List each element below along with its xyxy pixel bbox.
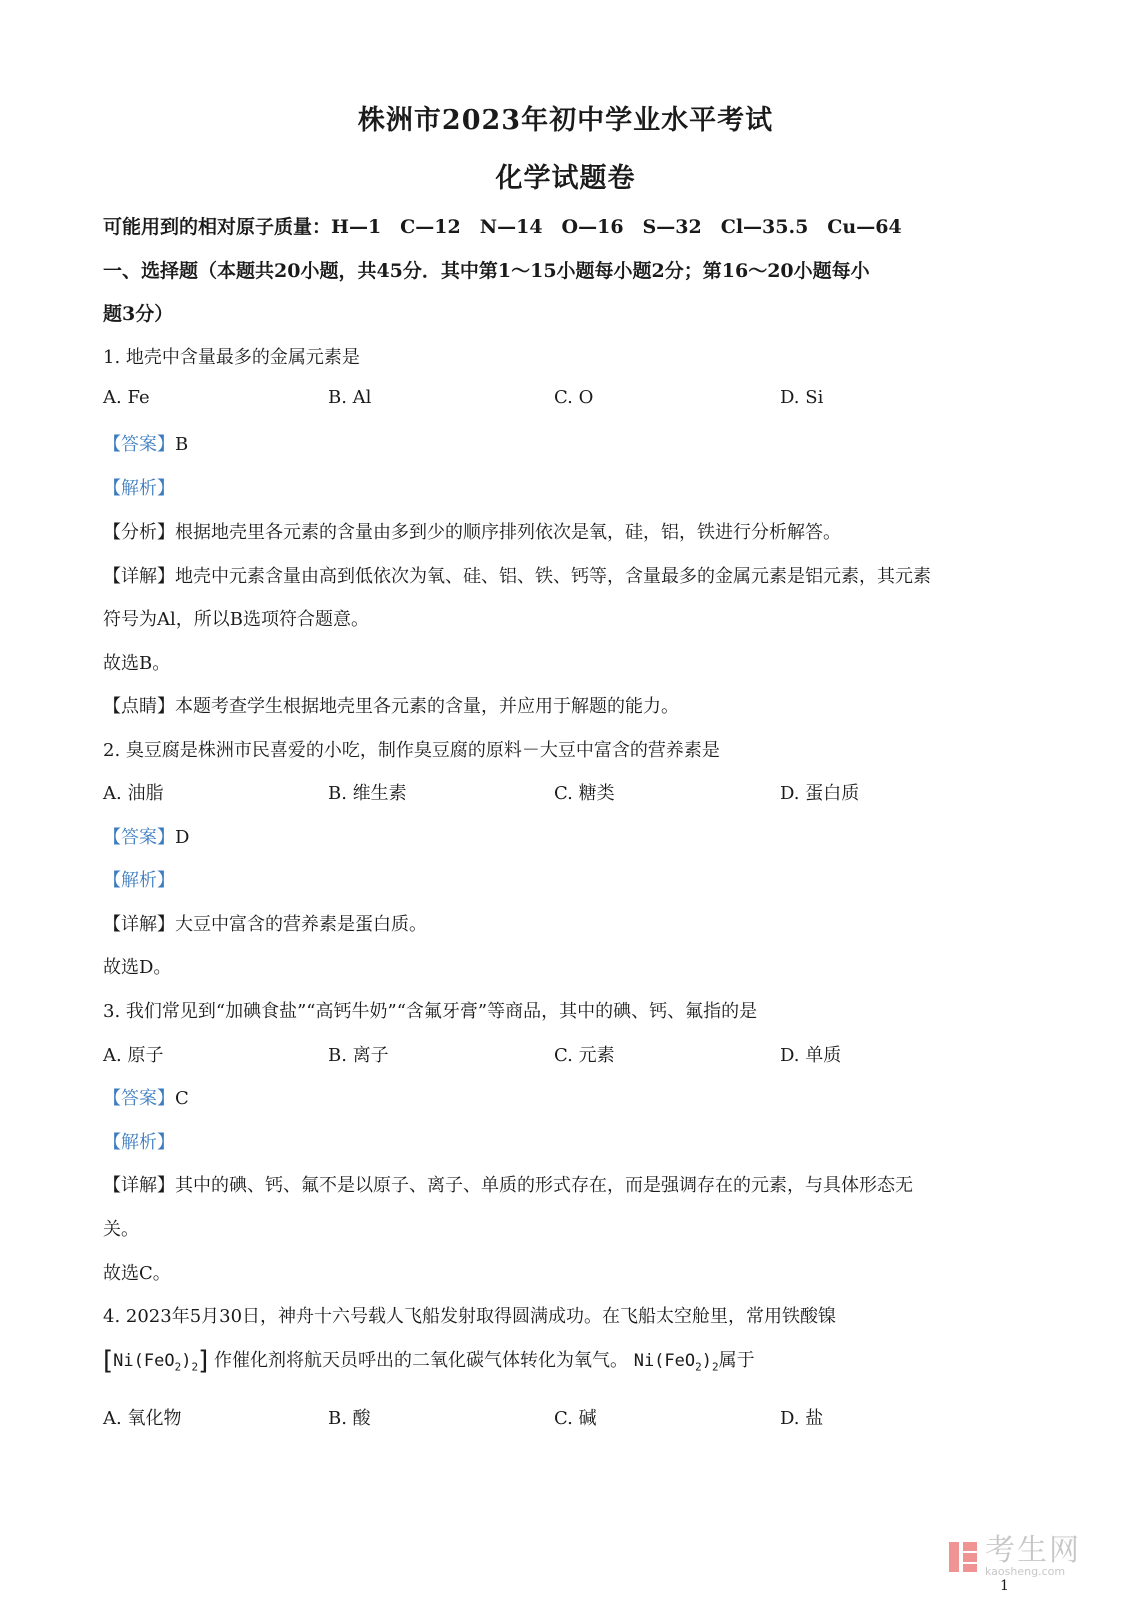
q4-option-b: B. 酸 xyxy=(328,1408,371,1429)
answer-tag: 【答案】 xyxy=(103,434,175,455)
q2-option-b: B. 维生素 xyxy=(328,783,407,804)
q2-option-a: A. 油脂 xyxy=(103,783,164,804)
q3-analysis-tag: 【解析】 xyxy=(103,1132,175,1153)
q3-option-c: C. 元素 xyxy=(554,1045,615,1066)
section-heading: 一、选择题（本题共20小题，共45分．其中第1～15小题每小题2分；第16～20小题每小 xyxy=(103,260,870,282)
dianjing-tag: 【点睛】 xyxy=(103,696,175,717)
q1-detail xyxy=(103,562,1033,588)
page-title: 株洲市2023年初中学业水平考试 xyxy=(357,105,774,136)
right-bracket-icon: ] xyxy=(198,1346,209,1376)
q1-fenxi xyxy=(103,518,1033,544)
page-number: 1 xyxy=(1000,1578,1009,1594)
q2-analysis-tag: 【解析】 xyxy=(103,870,175,891)
q1-option-c: C. O xyxy=(554,387,594,408)
fenxi-text: 根据地壳里各元素的含量由多到少的顺序排列依次是氧，硅，铝，铁进行分析解答。 xyxy=(175,522,841,543)
q4-stem-cont xyxy=(103,1346,1033,1376)
page-subtitle: 化学试题卷 xyxy=(495,163,636,194)
q1-stem: 1. 地壳中含量最多的金属元素是 xyxy=(103,347,360,368)
detail-text: 地壳中元素含量由高到低依次为氧、硅、铝、铁、钙等，含量最多的金属元素是铝元素，其元素 xyxy=(175,566,931,587)
detail-text: 其中的碘、钙、氟不是以原子、离子、单质的形式存在，而是强调存在的元素，与具体形态无 xyxy=(175,1175,913,1196)
q4-stem: 4. 2023年5月30日，神舟十六号载人飞船发射取得圆满成功。在飞船太空舱里，常用铁酸镍 xyxy=(103,1306,837,1327)
q1-option-d: D. Si xyxy=(780,387,824,408)
q2-option-c: C. 糖类 xyxy=(554,783,615,804)
q2-answer xyxy=(103,823,1033,849)
q3-option-a: A. 原子 xyxy=(103,1045,164,1066)
dianjing-text: 本题考查学生根据地壳里各元素的含量，并应用于解题的能力。 xyxy=(175,696,679,717)
chem-formula: $Ni(FeO_2)_2$ xyxy=(633,1351,719,1374)
q2-stem: 2. 臭豆腐是株洲市民喜爱的小吃，制作臭豆腐的原料－大豆中富含的营养素是 xyxy=(103,740,720,761)
answer-tag: 【答案】 xyxy=(103,1088,175,1109)
q1-dianjing xyxy=(103,692,1033,718)
q3-choose: 故选C。 xyxy=(103,1263,171,1284)
detail-tag: 【详解】 xyxy=(103,1175,175,1196)
q4-option-d: D. 盐 xyxy=(780,1408,824,1429)
atomic-masses: 可能用到的相对原子质量：H—1 C—12 N—14 O—16 S—32 Cl—35.5 Cu—64 xyxy=(103,216,902,238)
chem-formula: $Ni(FeO_2)_2$ xyxy=(113,1351,199,1374)
q2-option-d: D. 蛋白质 xyxy=(780,783,860,804)
watermark-text: 考生网 xyxy=(985,1533,1081,1568)
detail-text: 大豆中富含的营养素是蛋白质。 xyxy=(175,914,427,935)
q3-option-b: B. 离子 xyxy=(328,1045,389,1066)
answer-tag: 【答案】 xyxy=(103,827,175,848)
answer-value: C xyxy=(175,1088,189,1109)
fenxi-tag: 【分析】 xyxy=(103,522,175,543)
watermark-url: kaosheng.com xyxy=(985,1565,1066,1578)
watermark-logo-icon xyxy=(945,1540,979,1574)
q3-detail-cont: 关。 xyxy=(103,1219,139,1240)
section-heading-cont: 题3分） xyxy=(103,303,174,325)
q3-option-d: D. 单质 xyxy=(780,1045,842,1066)
q4-option-c: C. 碱 xyxy=(554,1408,597,1429)
q4-stem-mid: 作催化剂将航天员呼出的二氧化碳气体转化为氧气。 xyxy=(213,1350,628,1371)
left-bracket-icon: [ xyxy=(103,1346,114,1376)
q1-analysis-tag: 【解析】 xyxy=(103,478,175,499)
q1-option-b: B. Al xyxy=(328,387,372,408)
q3-detail xyxy=(103,1171,1033,1197)
q1-choose: 故选B。 xyxy=(103,653,171,674)
q2-choose: 故选D。 xyxy=(103,957,172,978)
q3-answer xyxy=(103,1084,1033,1110)
detail-tag: 【详解】 xyxy=(103,914,175,935)
q4-option-a: A. 氧化物 xyxy=(103,1408,182,1429)
q1-answer xyxy=(103,430,1033,456)
watermark xyxy=(945,1533,1081,1578)
q3-stem: 3. 我们常见到“加碘食盐”“高钙牛奶”“含氟牙膏”等商品，其中的碘、钙、氟指的是 xyxy=(103,1001,758,1022)
q2-detail xyxy=(103,910,1033,936)
q1-detail-cont: 符号为Al，所以B选项符合题意。 xyxy=(103,609,369,630)
detail-tag: 【详解】 xyxy=(103,566,175,587)
q4-stem-end: 属于 xyxy=(718,1350,755,1371)
answer-value: B xyxy=(175,434,189,455)
answer-value: D xyxy=(175,827,190,848)
q1-option-a: A. Fe xyxy=(103,387,150,408)
